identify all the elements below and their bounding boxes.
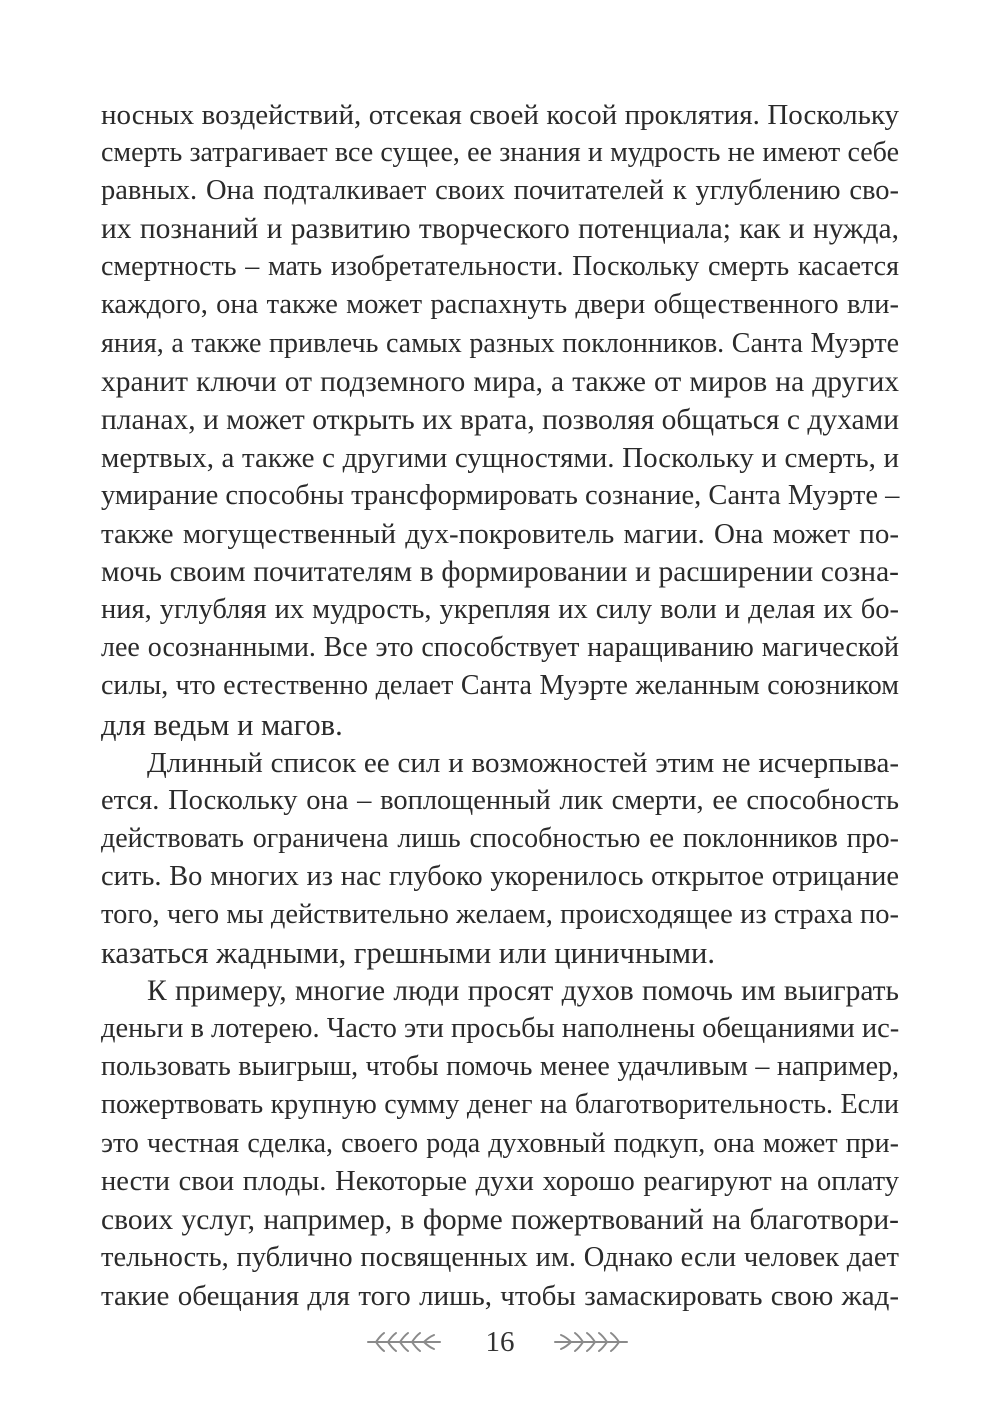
text-line: своих услуг, например, в форме пожертвований на благотвори- [101, 1203, 899, 1236]
text-line: ется. Поскольку она – воплощенный лик смерти, ее способность [101, 784, 899, 816]
branch-icon [553, 1328, 629, 1356]
text-line: силы, что естественно делает Санта Муэрте желанным союзником [101, 670, 899, 702]
text-line: тельность, публично посвященных им. Однако если человек дает [101, 1241, 899, 1273]
text-line: пользовать выигрыш, чтобы помочь менее удачливым – например, [101, 1051, 899, 1083]
page-text [101, 96, 899, 1315]
text-line: деньги в лотерею. Часто эти просьбы наполнены обещаниями ис- [101, 1013, 900, 1045]
text-line: сить. Во многих из нас глубоко укоренилось открытое отрицание [101, 860, 899, 892]
branch-icon [366, 1328, 442, 1356]
page-number: 16 [485, 1326, 515, 1358]
text-line: казаться жадными, грешными или циничными. [101, 936, 715, 971]
text-line: это честная сделка, своего рода духовный подкуп, она может при- [101, 1127, 899, 1159]
text-line: ния, углубляя их мудрость, укрепляя их силу воли и делая их бо- [101, 594, 899, 626]
text-line: пожертвовать крупную сумму денег на благотворительность. Если [101, 1089, 899, 1121]
text-line: также могущественный дух-покровитель магии. Она может по- [101, 518, 899, 551]
text-line: нести свои плоды. Некоторые духи хорошо реагируют на оплату [101, 1165, 899, 1197]
text-line: равных. Она подталкивает своих почитателей к углублению сво- [101, 175, 899, 207]
text-line: Длинный список ее сил и возможностей этим не исчерпыва- [147, 746, 899, 779]
text-line: К примеру, многие люди просят духов помочь им выиграть [147, 975, 899, 1008]
text-line: смертность – мать изобретательности. Поскольку смерть касается [101, 251, 899, 283]
text-line: хранит ключи от подземного мира, а также от миров на других [101, 365, 899, 398]
text-line: такие обещания для того лишь, чтобы замаскировать свою жад- [101, 1279, 899, 1312]
text-line: каждого, она также может распахнуть двери общественного вли- [101, 289, 899, 321]
text-line: мертвых, а также с другими сущностями. Поскольку и смерть, и [101, 441, 899, 474]
text-line: того, чего мы действительно желаем, происходящее из страха по- [101, 898, 899, 930]
text-line: мочь своим почитателям в формировании и расширении созна- [101, 556, 899, 589]
text-line: смерть затрагивает все сущее, ее знания и мудрость не имеют себе [101, 137, 899, 169]
text-line: их познаний и развитию творческого потенциала; как и нужда, [101, 213, 899, 246]
text-line: яния, а также привлечь самых разных поклонников. Санта Муэрте [101, 327, 899, 359]
page-footer [0, 1320, 1000, 1364]
text-line: носных воздействий, отсекая своей косой проклятия. Поскольку [101, 99, 899, 131]
text-line: планах, и может открыть их врата, позволяя общаться с духами [101, 403, 899, 436]
text-line: действовать ограничена лишь способностью ее поклонников про- [101, 822, 899, 854]
text-line: умирание способны трансформировать сознание, Санта Муэрте – [101, 479, 900, 511]
text-line: для ведьм и магов. [101, 707, 343, 742]
text-line: лее осознанными. Все это способствует наращиванию магической [101, 632, 899, 664]
